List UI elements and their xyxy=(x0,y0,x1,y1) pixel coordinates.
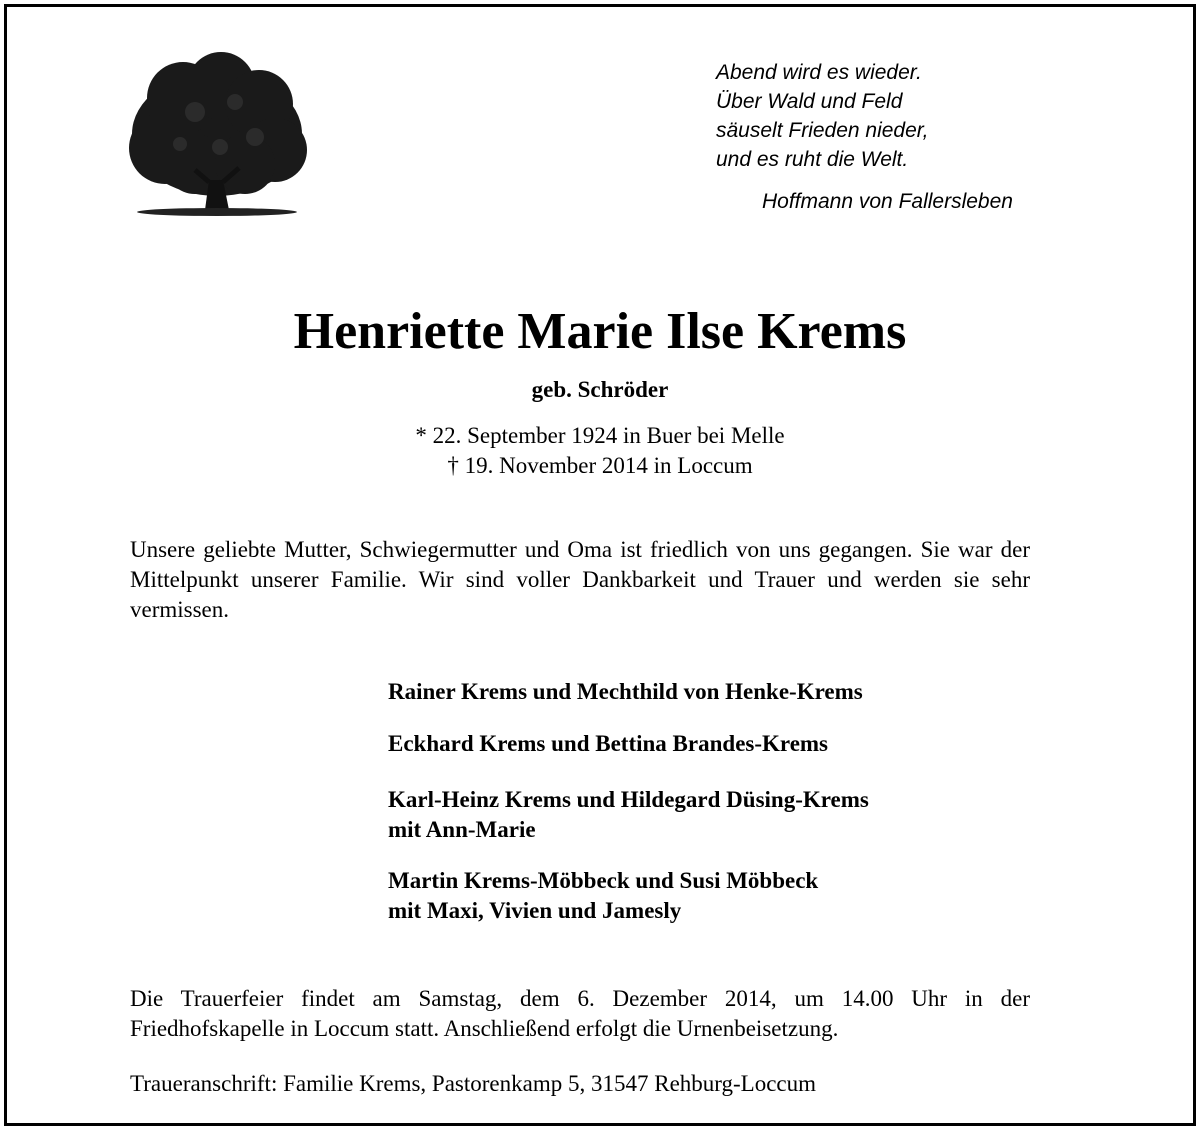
mourner-entry xyxy=(388,866,818,926)
birth-name: geb. Schröder xyxy=(531,377,669,402)
mourning-address: Traueranschrift: Familie Krems, Pastorenkamp 5, 31547 Rehburg-Loccum xyxy=(130,1071,817,1096)
mourner-names: Karl-Heinz Krems und Hildegard Düsing-Krems xyxy=(388,787,869,812)
mourner-children: mit Maxi, Vivien und Jamesly xyxy=(388,898,682,923)
mourner-children: mit Ann-Marie xyxy=(388,817,536,842)
poem-line-2: Über Wald und Feld xyxy=(716,90,903,113)
memorial-message: Unsere geliebte Mutter, Schwiegermutter und Oma ist friedlich von uns gegangen. Sie war der Mittelpunkt unserer Familie. Wir sind voller Dankbarkeit und Trauer und werden sie sehr vermissen. xyxy=(130,537,1030,622)
poem xyxy=(716,58,928,174)
mourner-names: Rainer Krems und Mechthild von Henke-Krems xyxy=(388,679,863,704)
mourner-names: Martin Krems-Möbbeck und Susi Möbbeck xyxy=(388,868,819,893)
poem-line-3: säuselt Frieden nieder, xyxy=(716,119,929,142)
mourner-entry xyxy=(388,729,828,759)
poem-line-4: und es ruht die Welt. xyxy=(716,148,909,171)
tree-icon xyxy=(125,52,310,220)
mourner-names: Eckhard Krems und Bettina Brandes-Krems xyxy=(388,731,829,756)
mourner-entry xyxy=(388,785,869,845)
life-dates xyxy=(0,421,1200,481)
birth-date: * 22. September 1924 in Buer bei Melle xyxy=(415,423,785,448)
poem-line-1: Abend wird es wieder. xyxy=(716,61,922,84)
poem-author: Hoffmann von Fallersleben xyxy=(762,190,1013,213)
deceased-name: Henriette Marie Ilse Krems xyxy=(293,303,907,360)
death-date: † 19. November 2014 in Loccum xyxy=(447,453,753,478)
funeral-notice: Die Trauerfeier findet am Samstag, dem 6. Dezember 2014, um 14.00 Uhr in der Friedhofskapelle in Loccum statt. Anschließend erfolgt die Urnenbeisetzung. xyxy=(130,986,1030,1041)
mourner-entry xyxy=(388,677,863,707)
